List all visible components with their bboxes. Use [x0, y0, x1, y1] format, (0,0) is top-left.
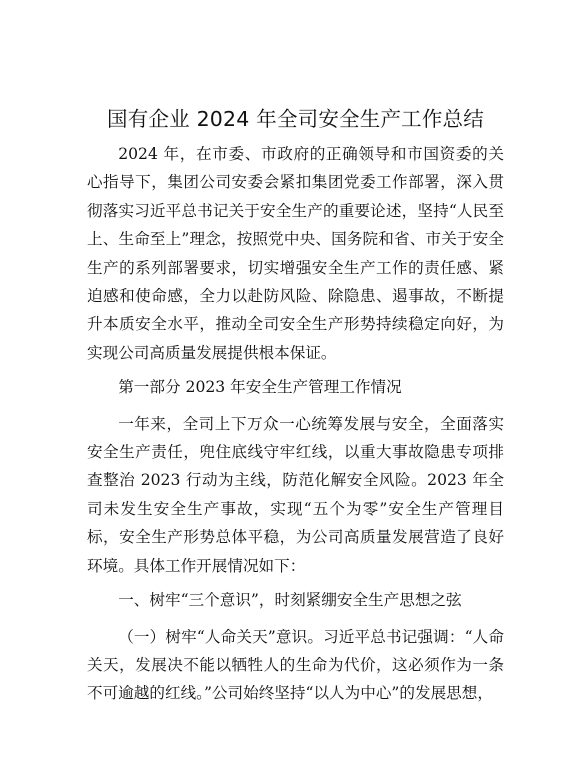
section1-sub-paragraph: （一）树牢“人命关天”意识。习近平总书记强调：“人命关天，发展决不能以牺牲人的生命为代价，这必须作为一条不可逾越的红线。”公司始终坚持“以人为中心”的发展思想，	[87, 627, 504, 703]
document-title: 国有企业 2024 年全司安全生产工作总结	[107, 107, 484, 131]
part1-heading: 第一部分 2023 年安全生产管理工作情况	[118, 378, 402, 397]
section1-heading: 一、树牢“三个意识”，时刻紧绷安全生产思想之弦	[118, 591, 462, 610]
part1-body-paragraph: 一年来，全司上下万众一心统筹发展与安全，全面落实安全生产责任，兜住底线守牢红线，以重大事故隐患专项排查整治 2023 行动为主线，防范化解安全风险。2023 年全司未发生安全生产事故，实现“五个为零”安全生产管理目标，安全生产形势总体平稳，为公司高质量发展营造了良好环境。具体工作开展情况如下：	[87, 414, 504, 575]
intro-paragraph: 2024 年，在市委、市政府的正确领导和市国资委的关心指导下，集团公司安委会紧扣集团党委工作部署，深入贯彻落实习近平总书记关于安全生产的重要论述，坚持“人民至上、生命至上”理念，按照党中央、国务院和省、市关于安全生产的系列部署要求，切实增强安全生产工作的责任感、紧迫感和使命感，全力以赴防风险、除隐患、遏事故，不断提升本质安全水平，推动全司安全生产形势持续稳定向好，为实现公司高质量发展提供根本保证。	[87, 145, 504, 362]
